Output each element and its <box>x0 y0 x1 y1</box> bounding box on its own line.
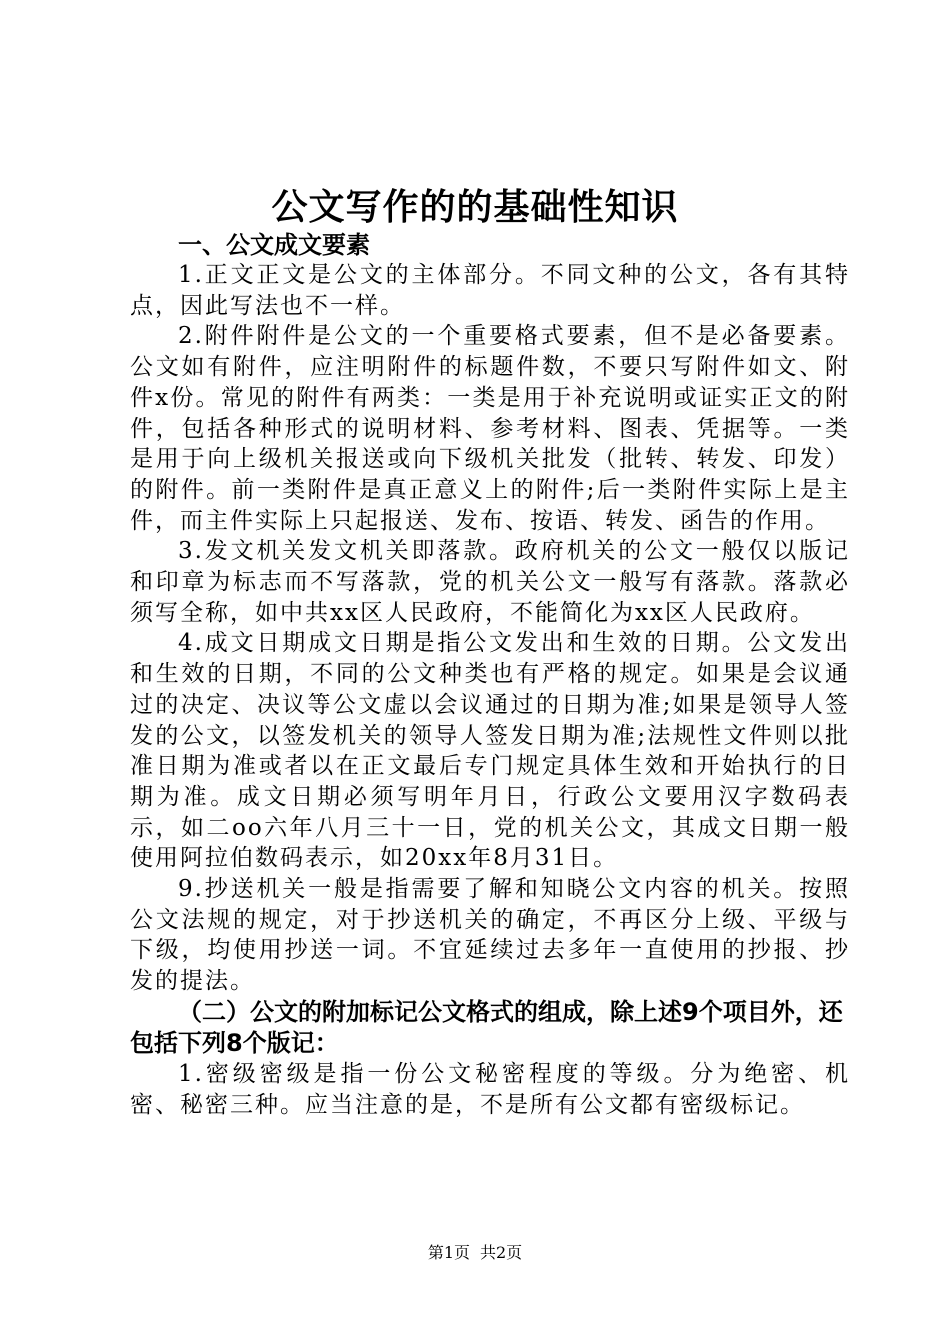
document-body <box>130 230 850 1120</box>
paragraph: 3.发文机关发文机关即落款。政府机关的公文一般仅以版记和印章为标志而不写落款，党的机关公文一般写有落款。落款必须写全称，如中共xx区人民政府，不能简化为xx区人民政府。 <box>130 538 850 626</box>
page-title: 公文写作的的基础性知识 <box>271 187 679 228</box>
page-footer <box>0 1243 950 1263</box>
paragraph: 9.抄送机关一般是指需要了解和知晓公文内容的机关。按照公文法规的规定，对于抄送机关的确定，不再区分上级、平级与下级，均使用抄送一词。不宜延续过去多年一直使用的抄报、抄发的提法。 <box>130 876 850 995</box>
paragraph: 4.成文日期成文日期是指公文发出和生效的日期。公文发出和生效的日期，不同的公文种类也有严格的规定。如果是会议通过的决定、决议等公文虚以会议通过的日期为准;如果是领导人签发的公文，以签发机关的领导人签发日期为准;法规性文件则以批准日期为准或者以在正文最后专门规定具体生效和开始执行的日期为准。成文日期必须写明年月日，行政公文要用汉字数码表示，如二oo六年八月三十一日，党的机关公文，其成文日期一般使用阿拉伯数码表示，如20xx年8月31日。 <box>130 630 850 872</box>
page-total: 共2页 <box>480 1243 523 1262</box>
paragraph: 2.附件附件是公文的一个重要格式要素，但不是必备要素。公文如有附件，应注明附件的标题件数，不要只写附件如文、附件x份。常见的附件有两类：一类是用于补充说明或证实正文的附件，包括各种形式的说明材料、参考材料、图表、凭据等。一类是用于向上级机关报送或向下级机关批发（批转、转发、印发）的附件。前一类附件是真正意义上的附件;后一类附件实际上是主件，而主件实际上只起报送、发布、按语、转发、函告的作用。 <box>130 323 850 534</box>
page-number: 第1页 <box>427 1243 470 1262</box>
paragraph: 1.正文正文是公文的主体部分。不同文种的公文，各有其特点，因此写法也不一样。 <box>130 262 850 319</box>
section-heading: 一、公文成文要素 <box>178 231 370 259</box>
section-heading: （二）公文的附加标记公文格式的组成，除上述9个项目外，还包括下列8个版记： <box>130 997 843 1057</box>
paragraph: 1.密级密级是指一份公文秘密程度的等级。分为绝密、机密、秘密三种。应当注意的是，不是所有公文都有密级标记。 <box>130 1060 850 1118</box>
